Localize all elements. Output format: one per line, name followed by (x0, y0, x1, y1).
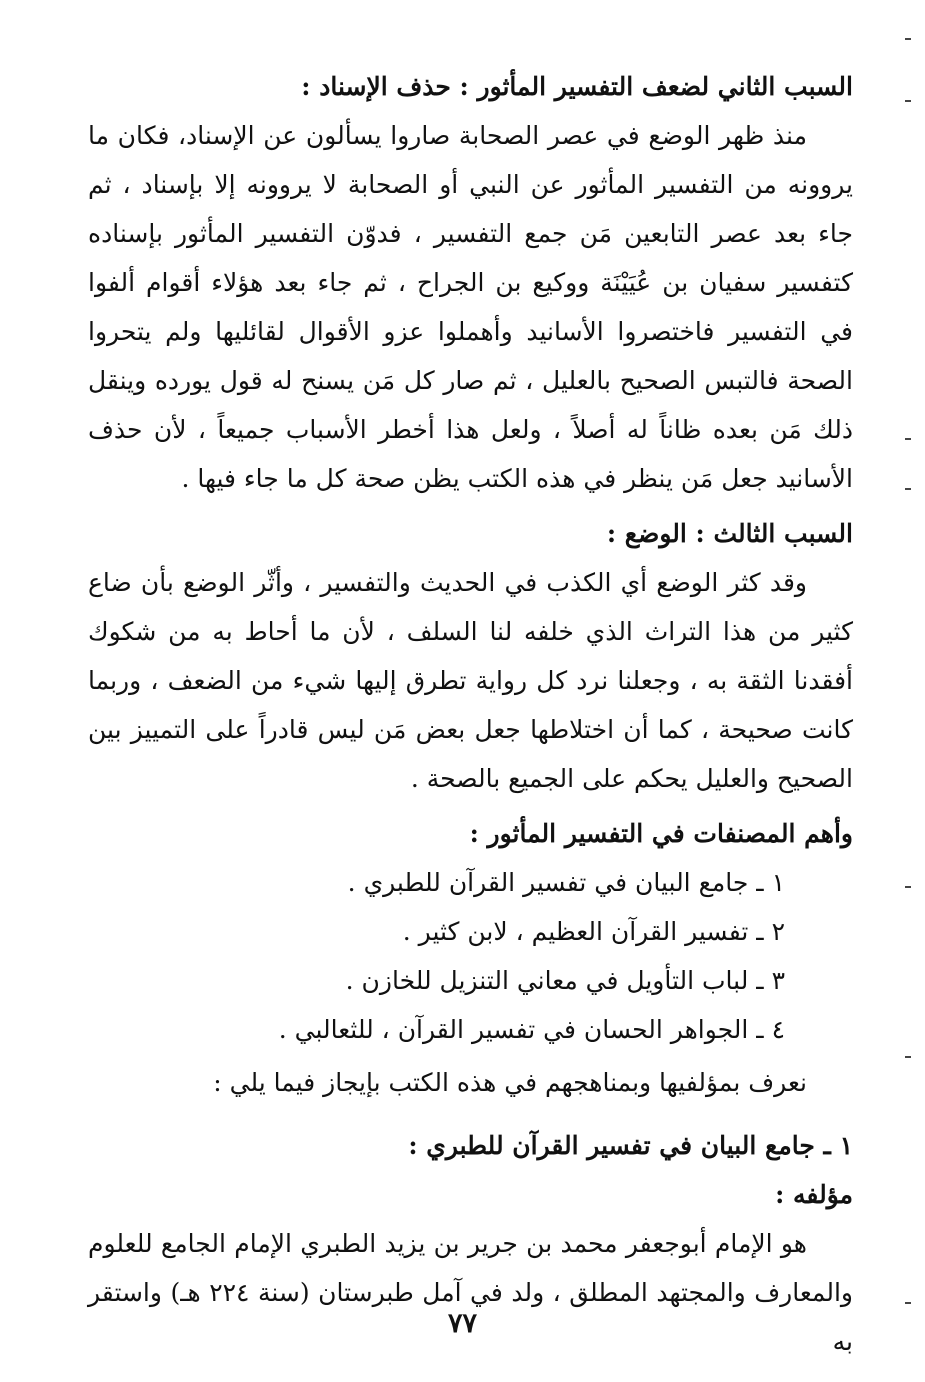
section-paragraph-wad: وقد كثر الوضع أي الكذب في الحديث والتفسير ، وأثّر الوضع بأن ضاع كثير من هذا التراث الذي خلفه لنا السلف ، لأن ما أحاط به من شكوك أفقدنا الثقة به ، وجعلنا نرد كل رواية تطرق إليها شيء من الضعف ، وربما كانت صحيحة ، كما أن اختلاطها جعل بعض مَن ليس قادراً على التمييز بين الصحيح والعليل يحكم على الجميع بالصحة . (88, 568, 853, 793)
margin-mark (905, 886, 911, 888)
margin-mark (905, 1302, 911, 1304)
works-list-item: ٢ ـ تفسير القرآن العظيم ، لابن كثير . (402, 917, 785, 946)
section-heading-wad: السبب الثالث : الوضع : (606, 519, 853, 548)
works-intro: نعرف بمؤلفيها وبمناهجهم في هذه الكتب بإيجاز فيما يلي : (213, 1068, 807, 1097)
margin-mark (905, 438, 911, 440)
tabari-paragraph: هو الإمام أبوجعفر محمد بن جرير بن يزيد الطبري الإمام الجامع للعلوم والمعارف والمجتهد المطلق ، ولد في آمل طبرستان (سنة ٢٢٤ هـ) واستقر به (88, 1229, 853, 1356)
works-list-item: ٤ ـ الجواهر الحسان في تفسير القرآن ، للثعالبي . (278, 1015, 785, 1044)
margin-mark (905, 100, 911, 102)
author-label: مؤلفه : (775, 1180, 853, 1209)
margin-mark (905, 1056, 911, 1058)
works-list-item: ١ ـ جامع البيان في تفسير القرآن للطبري . (347, 868, 785, 897)
margin-mark (905, 38, 911, 40)
margin-mark (905, 488, 911, 490)
works-list (88, 858, 853, 1054)
tabari-heading: ١ ـ جامع البيان في تفسير القرآن للطبري : (408, 1131, 853, 1160)
page-number: ٧٧ (447, 1308, 477, 1339)
works-heading: وأهم المصنفات في التفسير المأثور : (469, 819, 853, 848)
works-list-item: ٣ ـ لباب التأويل في معاني التنزيل للخازن . (345, 966, 785, 995)
section-spacer (88, 1107, 853, 1121)
page-content (88, 62, 853, 1366)
section-heading-isnad: السبب الثاني لضعف التفسير المأثور : حذف الإسناد : (301, 72, 853, 101)
section-paragraph-isnad: منذ ظهر الوضع في عصر الصحابة صاروا يسألون عن الإسناد، فكان ما يروونه من التفسير المأثور عن النبي أو الصحابة لا يروونه إلا بإسناد ، ثم جاء بعد عصر التابعين مَن جمع التفسير ، فدوّن التفسير المأثور بإسناده كتفسير سفيان بن عُيَيْنَة ووكيع بن الجراح ، ثم جاء بعد هؤلاء أقوام ألفوا في التفسير فاختصروا الأسانيد وأهملوا عزو الأقوال لقائليها ولم يتحروا الصحة فالتبس الصحيح بالعليل ، ثم صار كل مَن يسنح له قول يورده وينقل ذلك مَن بعده ظاناً له أصلاً ، ولعل هذا أخطر الأسباب جميعاً ، لأن حذف الأسانيد جعل مَن ينظر في هذه الكتب يظن صحة كل ما جاء فيها . (88, 121, 853, 493)
